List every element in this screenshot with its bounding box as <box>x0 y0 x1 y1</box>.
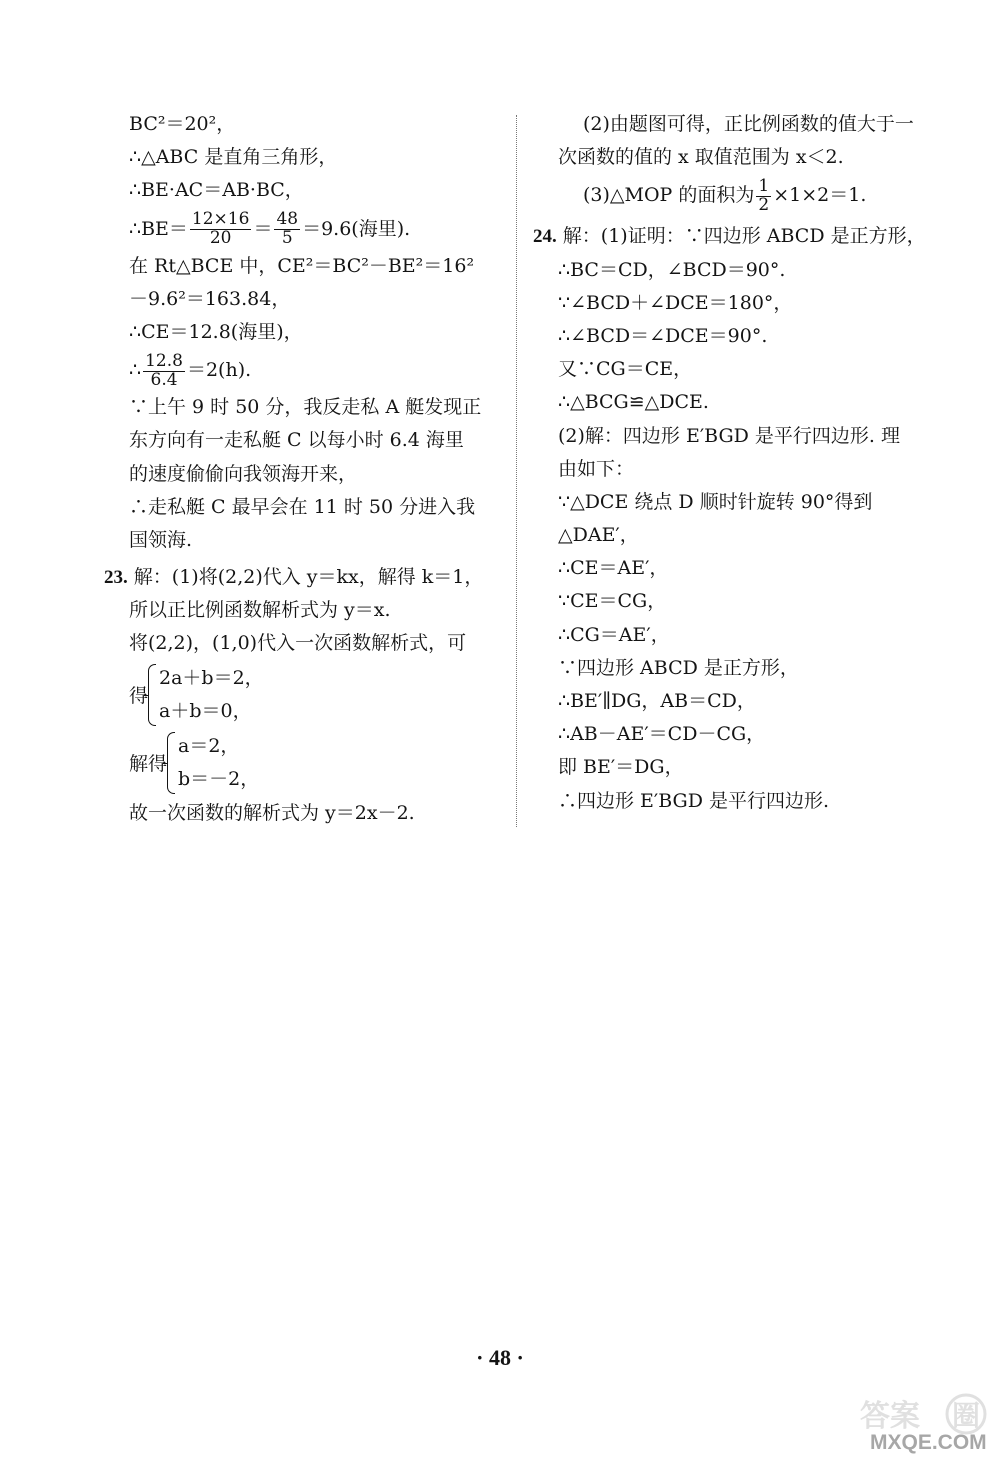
text-line: ∴BE·AC＝AB·BC， <box>129 179 304 202</box>
fraction-line <box>558 174 938 216</box>
text-line: －9.6²＝163.84， <box>129 287 291 310</box>
text-line: ∴AB－AE′＝CD－CG， <box>558 723 766 746</box>
denominator: 5 <box>281 228 293 249</box>
text-run: ＝9.6(海里). <box>302 217 411 240</box>
left-column <box>104 108 504 830</box>
text-line: ∵四边形 ABCD 是正方形， <box>558 656 799 679</box>
brace-system <box>148 662 264 728</box>
numerator: 12×16 <box>191 209 250 230</box>
right-column <box>533 108 938 818</box>
text-line: ∴△BCG≌△DCE. <box>558 391 709 414</box>
question-24-line <box>533 220 938 253</box>
denominator: 6.4 <box>150 369 178 390</box>
denominator: 2 <box>758 194 770 215</box>
fraction <box>274 211 300 248</box>
text-line: ∴BC＝CD，∠BCD＝90°. <box>558 258 786 281</box>
question-23-line <box>104 561 504 594</box>
svg-text:圈: 圈 <box>952 1399 981 1432</box>
text-run: 得 <box>129 685 149 708</box>
text-run: ∴ <box>129 359 142 382</box>
text-run: 解：(1)将(2,2)代入 y＝kx，解得 k＝1， <box>133 566 484 589</box>
text-line: ∴△ABC 是直角三角形， <box>129 146 338 169</box>
text-line: ∵△DCE 绕点 D 顺时针旋转 90°得到 <box>558 490 873 513</box>
text-line: ∵CE＝CG， <box>558 590 667 613</box>
text-line: (2)解：四边形 E′BGD 是平行四边形. 理 <box>558 424 900 447</box>
text-line: 将(2,2)，(1,0)代入一次函数解析式，可 <box>129 632 467 655</box>
denominator: 20 <box>209 228 232 249</box>
svg-text:答案: 答案 <box>860 1399 920 1434</box>
equation-system <box>104 729 504 797</box>
column-divider <box>516 115 517 827</box>
text-line: ∴走私艇 C 最早会在 11 时 50 分进入我 <box>129 495 476 518</box>
text-line: ∴CE＝AE′， <box>558 557 669 580</box>
equation: a＝2， <box>178 734 240 757</box>
text-run: (3)△MOP 的面积为 <box>583 184 755 207</box>
text-line: BC²＝20²， <box>129 113 236 135</box>
brace-system <box>167 730 259 796</box>
equation: a＋b＝0， <box>159 699 252 722</box>
numerator: 12.8 <box>145 350 183 371</box>
fraction <box>756 178 771 215</box>
text-line: ∴四边形 E′BGD 是平行四边形. <box>558 789 830 812</box>
text-line: △DAE′， <box>558 524 639 547</box>
question-number: 23. <box>104 567 128 589</box>
watermark-text: MXQE.COM <box>870 1431 987 1454</box>
text-line: 即 BE′＝DG， <box>558 756 684 779</box>
numerator: 1 <box>758 176 770 197</box>
text-line: (2)由题图可得，正比例函数的值大于一 <box>583 113 914 135</box>
equation: 2a＋b＝2， <box>159 666 264 689</box>
text-line: 在 Rt△BCE 中，CE²＝BC²－BE²＝16² <box>129 254 475 277</box>
text-line: 由如下： <box>558 457 635 480</box>
question-number: 24. <box>533 226 557 248</box>
text-line: 次函数的值的 x 取值范围为 x＜2. <box>558 146 844 169</box>
text-line: ∵∠BCD＋∠DCE＝180°， <box>558 291 793 314</box>
text-line: ∴CE＝12.8(海里)， <box>129 320 303 343</box>
page-number: · 48 · <box>476 1345 524 1370</box>
equation: b＝－2， <box>178 767 260 790</box>
text-line: ∴CG＝AE′， <box>558 623 670 646</box>
text-line: 所以正比例函数解析式为 y＝x. <box>129 599 391 622</box>
fraction-line <box>104 208 504 250</box>
text-run: 解得 <box>129 753 168 776</box>
brace-icon <box>148 664 156 726</box>
text-line: 又∵CG＝CE， <box>558 358 693 381</box>
fraction <box>143 350 185 390</box>
text-line: 国领海. <box>129 528 193 551</box>
brace-icon <box>167 732 175 794</box>
fraction <box>190 211 252 248</box>
text-line: 故一次函数的解析式为 y＝2x－2. <box>129 801 415 824</box>
text-run: 解：(1)证明：∵四边形 ABCD 是正方形， <box>562 225 926 248</box>
text-line: 东方向有一走私艇 C 以每小时 6.4 海里 <box>129 429 464 452</box>
text-line: ∵上午 9 时 50 分，我反走私 A 艇发现正 <box>129 396 482 419</box>
equation-system <box>104 661 504 729</box>
text-run: ×1×2＝1. <box>773 184 867 207</box>
numerator: 48 <box>276 209 299 230</box>
text-run: ＝ <box>253 217 273 240</box>
text-line: 的速度偷偷向我领海开来， <box>129 462 358 485</box>
text-line: ∴BE′∥DG，AB＝CD， <box>558 690 756 712</box>
text-run: ＝2(h). <box>186 359 252 382</box>
text-run: ∴BE＝ <box>129 217 188 240</box>
fraction-line <box>104 349 504 391</box>
text-line: ∴∠BCD＝∠DCE＝90°. <box>558 324 768 347</box>
